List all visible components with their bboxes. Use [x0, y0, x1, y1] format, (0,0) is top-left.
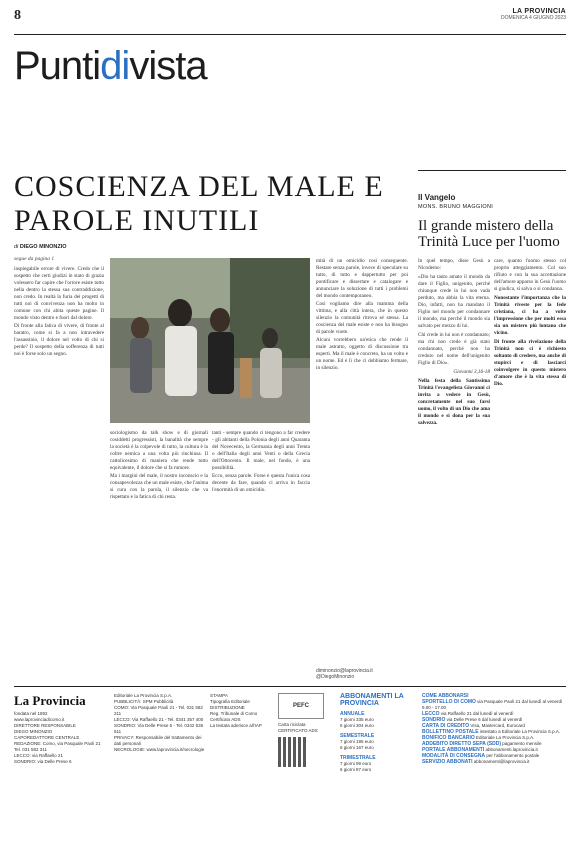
commentary-lead: Nella festa della Santissima Trinità l'evangelista Giovanni ci invita a vedere in Gesù, concretamente nel suo farsi uomo, il volto di un Dio che ama il mondo e si dona per la sua salvezza.: [418, 378, 490, 426]
subscriptions-box: [340, 693, 418, 773]
certifications: [278, 693, 336, 767]
paragraph: Ecco, senza parole. Forse è questa l'unica cosa decente da fare, quando ci arriva in faccia l'enormità di un omicidio.: [212, 473, 310, 493]
paragraph: tanti - sempre quando ci tengono a far credere - gli abitanti della Polonia degli anni Quaranta del Novecento, la Germania degli anni Trenta o dell'Italia degli anni Venti o della Grecia dell'Ottocento. Il male, nel fondo, è una possibilità.: [212, 430, 310, 471]
how-item-text: via Raffaello 21 dal lunedì al venerdì: [440, 711, 514, 716]
how-item: [422, 699, 566, 711]
how-item-text: Visa, Mastercard, Eurocard: [470, 723, 525, 728]
colophon-line: Certificato ADS: [210, 717, 241, 722]
how-item-head: ADDEBITO DIRETTO SEPA (SDD): [422, 741, 501, 747]
paragraph: inspiegabile orrore di vivere. Credo che il sospetto che certi giudizi in stato di grazia volessero far capire che l'orrore esiste tutto nella dentro la stessa sua contraddizione, non credo. In realtà la furia dei progetti di tutti noi di convivenza non ha molto in comune con chi abita queste pagine. Il mondo visto dentro e fuori dal dolore.: [14, 266, 104, 321]
vangelo-author: MONS. BRUNO MAGGIONI: [418, 204, 494, 210]
gospel-text: In quel tempo, disse Gesù a Nicodemo:: [418, 258, 490, 271]
colophon-link[interactable]: NECROLOGIE: www.laprovincia.it/necrologie: [114, 747, 205, 752]
colophon-line: DISTRIBUZIONE: [210, 705, 245, 710]
author-social-handle[interactable]: @DiegoMinonzio: [316, 674, 355, 680]
article-photo: [110, 258, 310, 423]
colophon-line: Carta riciclata: [278, 722, 306, 727]
gospel-text: «Dio ha tanto amato il mondo da dare il Figlio, unigenito, perché chiunque crede in lui non vada perduto, ma abbia la vita eterna. Dio, infatti, non ha mandato il Figlio nel mondo per condannare il mondo, ma perché il mondo sia salvato per mezzo di lui.: [418, 274, 490, 329]
how-item-text[interactable]: abbonamenti.laprovincia.it: [485, 747, 538, 752]
commentary-text: care, quanto l'uomo stesso col proprio atteggiamento. Col suo rifiuto e con la sua accettazione dell'amore apparso in Gesù l'uomo si giudica, si salva o si condanna.: [494, 258, 566, 292]
colophon-line: PRIVACY: Responsabile del trattamento dei dati personali: [114, 735, 202, 746]
how-item-head: SONDRIO: [422, 717, 446, 723]
colophon-masthead: [14, 693, 110, 765]
how-item-head: PORTALE ABBONAMENTI: [422, 747, 485, 753]
author-contact: [316, 668, 373, 680]
plan-price: 6 giorni 304 euro: [340, 723, 374, 728]
how-item-head: SERVIZIO ABBONATI: [422, 759, 473, 765]
colophon-line: SONDRIO: via Delle Prese 6: [14, 759, 72, 764]
section-title-part1: Punti: [14, 44, 101, 88]
colophon-line: SONDRIO: Via Delle Prese 6 - Tel. 0342 535 611: [114, 723, 204, 734]
plan-price: 6 giorni 167 euro: [340, 745, 374, 750]
colophon-line: COMO: Via Pasquale Paoli 21 - Tel. 031 582 211: [114, 705, 203, 716]
vangelo-label: Il Vangelo: [418, 193, 456, 202]
how-item-text: via Delle Prese 6 dal lunedì al venerdì: [446, 717, 523, 722]
colophon-line: PUBBLICITÀ: SPM Pubblicità: [114, 699, 174, 704]
section-title-part2: di: [100, 44, 130, 88]
how-item-text: per l'abbonamento postale: [486, 753, 540, 758]
subscriptions-title: ABBONAMENTI LA PROVINCIA: [340, 693, 404, 707]
plan-price: 7 giorni 99 euro: [340, 761, 372, 766]
plan-price: 7 giorni 335 euro: [340, 717, 374, 722]
colophon-line: LECCO: Via Raffaello 21 - Tel. 0341 357 400: [114, 717, 204, 722]
how-item-text: Editoriale La Provincia S.p.A.: [476, 735, 535, 740]
article-headline: COSCIENZA DEL MALE E PAROLE INUTILI: [14, 170, 384, 237]
how-item-head: BONIFICO BANCARIO: [422, 735, 475, 741]
paragraph: Di fronte alla fatica di vivere, di fronte al baratro, come si fa a non intravedere l'assassinio, il dolore nel volto di chi si perde? Il sospetto della sofferenza di tutti noi è forse solo un segno.: [14, 323, 104, 357]
colophon-line: La testata aderisce all'IAP: [210, 723, 262, 728]
colophon-line: CAPOREDATTORE CENTRALE: [14, 735, 80, 740]
paragraph: Alcuni vorrebbero un'etica che rende il male astratto, oggetto di discussione tra esperti. Ma il male è concreto, ha un volto e un nome. Ed è lì che ci dobbiamo fermare, in silenzio.: [316, 337, 408, 371]
how-item-text: via Pasquale Paoli 21 dal lunedì al venerdì 9.00 - 17.00: [422, 699, 563, 710]
colophon-line: LECCO: via Raffaello 21: [14, 753, 63, 758]
byline: [14, 244, 67, 250]
plan-price: 6 giorni 87 euro: [340, 767, 372, 772]
header-rule: [14, 34, 566, 35]
commentary-text: Nonostante l'importanza che la Trinità riveste per la fede cristiana, ci ha a volte l'impressione che per molti essa sia un mistero più lontano che vicino.: [494, 295, 566, 336]
colophon-line: fondata nel 1892: [14, 711, 48, 716]
how-item-head: BOLLETTINO POSTALE: [422, 729, 479, 735]
how-item-head: SPORTELLO DI COMO: [422, 699, 476, 705]
vangelo-box: [418, 170, 566, 250]
colophon-line: DIRETTORE RESPONSABILE: [14, 723, 76, 728]
how-to-subscribe: [422, 693, 566, 765]
author-name: DIEGO MINONZIO: [19, 244, 67, 250]
how-item-text: pagamento mensile: [502, 741, 542, 746]
gospel-reference: Giovanni 3,16-18: [453, 369, 490, 375]
plan-name: SEMESTRALE: [340, 733, 375, 739]
colophon-line: Tel. 031 582 311: [14, 747, 47, 752]
vangelo-column-2: [494, 258, 566, 390]
colophon-line: Editoriale La Provincia S.p.A.: [114, 693, 173, 698]
colophon-footer: [14, 686, 566, 836]
page-number: 8: [14, 8, 21, 23]
paragraph: mità di un omicidio così conseguente. Restare senza parole, invece di speculare su tutto, di tutto e dappertutto per poi pontificare e dissertare e catalogare e annunciare la soluzione di tutti i problemi del mondo contemporaneo.: [316, 258, 408, 299]
page-header: [14, 6, 566, 32]
paragraph: Così vogliamo dire alla mamma della vittima, e alla città intera, che in questo silenzio la comunità ritrova sé stessa. La coscienza del male esiste e non ha bisogno di parole vuote.: [316, 301, 408, 335]
colophon-link[interactable]: www.laprovinciadicomo.it: [14, 717, 65, 722]
colophon-line: Tipografia Editoriale: [210, 699, 250, 704]
commentary-text: Di fronte alla rivelazione della Trinità non ci è richiesto soltanto di credere, ma anche di stupirci e di lasciarci coinvolgere in questo mistero d'amore che è la vita stessa di Dio.: [494, 339, 566, 387]
gospel-text: Chi crede in lui non è condannato; ma chi non crede è già stato condannato, perché non ha creduto nel nome dell'unigenito Figlio di Dio».: [418, 332, 490, 366]
colophon-line: DIEGO MINONZIO: [14, 729, 53, 734]
paragraph: Ma i margini del male, il nostro inconscio e la consapevolezza che un male esiste, che l'anima si cura con la parola, il silenzio che va rispettato e la fatica di chi resta.: [110, 473, 208, 500]
newspaper-logo: La Provincia: [14, 693, 86, 708]
article-column-4: [316, 258, 408, 373]
section-title-part3: vista: [129, 44, 207, 88]
how-item-head: CARTA DI CREDITO: [422, 723, 470, 729]
author-email[interactable]: diminonzio@laprovincia.it: [316, 668, 373, 674]
how-item-head: LECCO: [422, 711, 440, 717]
colophon-line: STAMPA: [210, 693, 228, 698]
issue-date: DOMENICA 4 GIUGNO 2023: [500, 15, 566, 21]
newspaper-brand: LA PROVINCIA: [512, 8, 566, 15]
colophon-line: REDAZIONE: Como, via Pasquale Paoli 21: [14, 741, 101, 746]
how-item: [422, 759, 566, 765]
plan-name: ANNUALE: [340, 711, 365, 717]
pefc-logo: PEFC: [278, 693, 324, 719]
how-item-text[interactable]: abbonamenti@laprovincia.it: [473, 759, 530, 764]
colophon-line: CERTIFICATO ADS: [278, 728, 318, 733]
section-title: [14, 44, 207, 89]
how-item-head: MODALITÀ DI CONSEGNA: [422, 753, 486, 759]
photo-crowd-image: [110, 258, 310, 423]
how-to-title: COME ABBONARSI: [422, 693, 469, 699]
continue-note: segue da pagina 1: [14, 256, 55, 262]
masthead: [501, 8, 566, 21]
qr-code-icon: [278, 737, 308, 767]
vangelo-column-1: [418, 258, 490, 429]
paragraph: sociologismo da talk show e di giornali cosiddetti progressisti, la banalità che sempre la società è la colpevole di tutto, la cultura è la coltre nemica a una volta più rinchiusa. Il cattolicesimo di maniera che rende tutto equivalente, il dolore che si fa rumore.: [110, 430, 208, 471]
colophon-publisher: [114, 693, 206, 753]
article-column-3: [212, 430, 310, 495]
colophon-line: Reg. Tribunale di Como: [210, 711, 258, 716]
article-column-1: [14, 266, 104, 359]
colophon-print: [210, 693, 274, 729]
plan-name: TRIMESTRALE: [340, 755, 376, 761]
how-item-text: intestato a Editoriale La Provincia S.p.A.: [479, 729, 561, 734]
plan-price: 7 giorni 195 euro: [340, 739, 374, 744]
byline-prefix: di: [14, 244, 19, 250]
article-column-2: [110, 430, 208, 502]
vangelo-title: Il grande mistero della Trinità Luce per l'uomo: [418, 218, 560, 250]
